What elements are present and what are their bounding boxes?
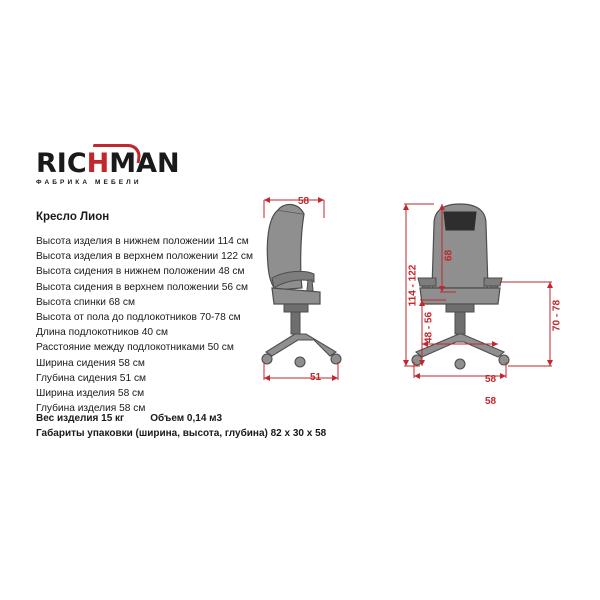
dim-front-back-height: 68 bbox=[443, 249, 455, 262]
brand-name bbox=[36, 150, 196, 178]
brand-logo bbox=[36, 150, 196, 186]
brand-name-accent: H bbox=[86, 148, 110, 179]
page-title: Кресло Лион bbox=[36, 211, 110, 223]
list-item: Высота изделия в нижнем положении 114 см bbox=[36, 236, 249, 247]
list-item: Длина подлокотников 40 см bbox=[36, 327, 169, 339]
list-item: Высота спинки 68 см bbox=[36, 296, 135, 308]
list-item: Ширина изделия 58 см bbox=[36, 388, 145, 400]
list-item: Высота сидения в верхнем положении 56 см bbox=[36, 281, 248, 293]
weight-volume-row bbox=[36, 411, 326, 426]
list-item: Расстояние между подлокотниками 50 см bbox=[36, 342, 234, 354]
weight-label: Вес изделия 15 кг bbox=[36, 413, 125, 424]
spec-list bbox=[36, 234, 286, 416]
package-row bbox=[36, 426, 326, 441]
list-item: Высота сидения в нижнем положении 48 см bbox=[36, 266, 245, 278]
list-item: Глубина изделия 58 см bbox=[36, 403, 146, 415]
brand-tagline: ФАБРИКА МЕБЕЛИ bbox=[36, 179, 142, 186]
chair-side-silhouette bbox=[262, 204, 341, 367]
list-item: Высота от пола до подлокотников 70-78 см bbox=[36, 312, 241, 324]
side-view-drawing bbox=[258, 192, 378, 392]
dim-front-total-height: 114 - 122 bbox=[407, 264, 419, 307]
brand-name-part1: RIC bbox=[36, 148, 87, 179]
dim-front-armrest-height: 70 - 78 bbox=[551, 299, 563, 332]
dim-front-seat-width: 58 bbox=[485, 374, 497, 385]
dim-front-base-width: 58 bbox=[485, 396, 497, 407]
package-label: Габариты упаковки (ширина, высота, глубина) 82 х 30 х 58 bbox=[36, 428, 327, 439]
list-item: Высота изделия в верхнем положении 122 см bbox=[36, 251, 253, 263]
dim-front-seat-height: 48 - 56 bbox=[423, 311, 435, 344]
swoosh-icon bbox=[91, 144, 143, 163]
dim-side-base-width: 51 bbox=[310, 372, 322, 383]
footer-specs bbox=[36, 411, 326, 441]
front-view-drawing bbox=[400, 192, 575, 392]
list-item: Ширина сидения 58 см bbox=[36, 357, 145, 369]
list-item: Глубина сидения 51 см bbox=[36, 372, 147, 384]
dim-side-top-width: 58 bbox=[298, 196, 310, 207]
brand-name-part2: MAN bbox=[109, 148, 180, 179]
volume-label: Объем 0,14 м3 bbox=[150, 413, 223, 424]
